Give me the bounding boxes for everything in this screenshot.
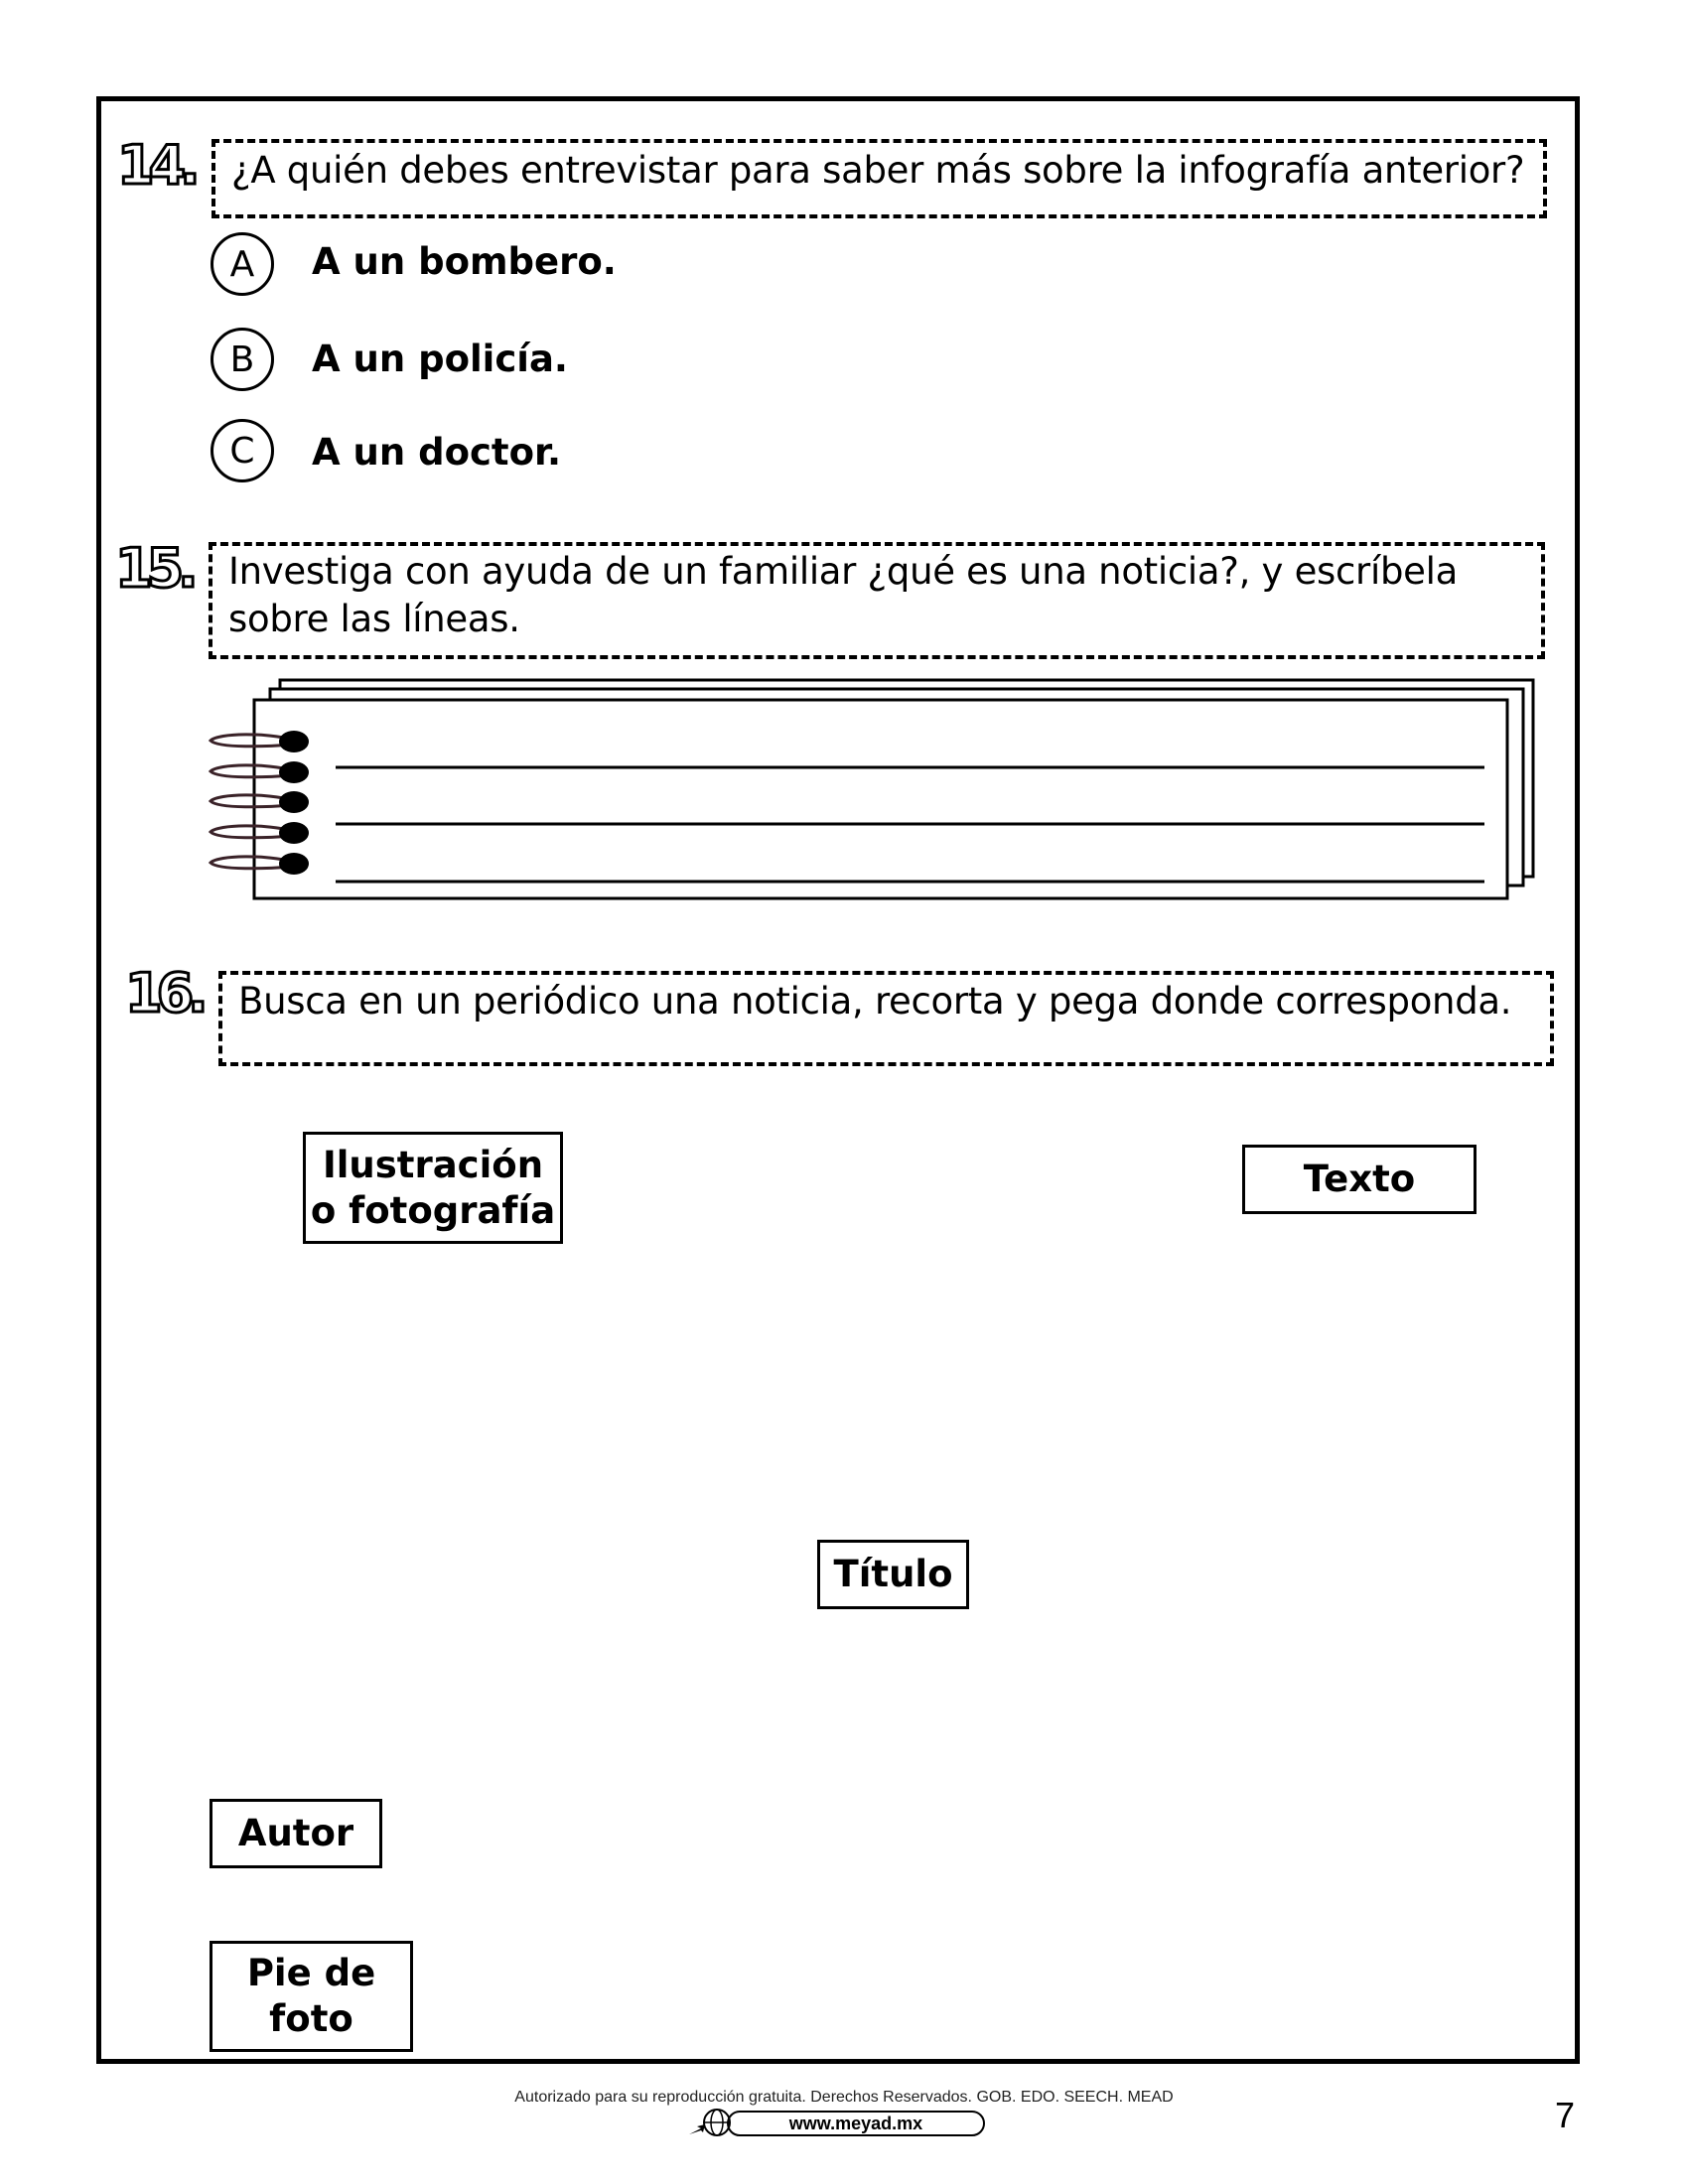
label-pie-de-foto: Pie de foto <box>210 1941 413 2052</box>
option-a-circle[interactable]: A <box>211 232 274 296</box>
question-14-number: 14. <box>117 134 195 197</box>
notebook-writing-area[interactable] <box>199 675 1549 909</box>
option-c-circle[interactable]: C <box>211 419 274 482</box>
option-b-text: A un policía. <box>312 338 568 380</box>
label-autor: Autor <box>210 1799 382 1868</box>
footer-url[interactable]: www.meyad.mx <box>727 2111 985 2136</box>
page-frame <box>96 96 1580 2064</box>
option-a-text: A un bombero. <box>312 240 617 283</box>
option-b-circle[interactable]: B <box>211 328 274 391</box>
footer-rights-text: Autorizado para su reproducción gratuita. Derechos Reservados. GOB. EDO. SEECH. MEAD <box>514 2089 1174 2106</box>
option-c-text: A un doctor. <box>312 431 562 474</box>
label-ilustracion: Ilustración o fotografía <box>303 1132 563 1244</box>
question-15-text-line2: sobre las líneas. <box>228 598 520 640</box>
label-titulo: Título <box>817 1540 969 1609</box>
label-texto: Texto <box>1242 1145 1477 1214</box>
page-number: 7 <box>1555 2095 1576 2135</box>
question-16-text: Busca en un periódico una noticia, recorta y pega donde corresponda. <box>238 980 1512 1023</box>
question-16-number: 16. <box>125 962 203 1024</box>
question-15-text-line1: Investiga con ayuda de un familiar ¿qué es una noticia?, y escríbela <box>228 550 1458 593</box>
question-14-text: ¿A quién debes entrevistar para saber más sobre la infografía anterior? <box>231 149 1525 192</box>
question-15-number: 15. <box>115 537 193 600</box>
